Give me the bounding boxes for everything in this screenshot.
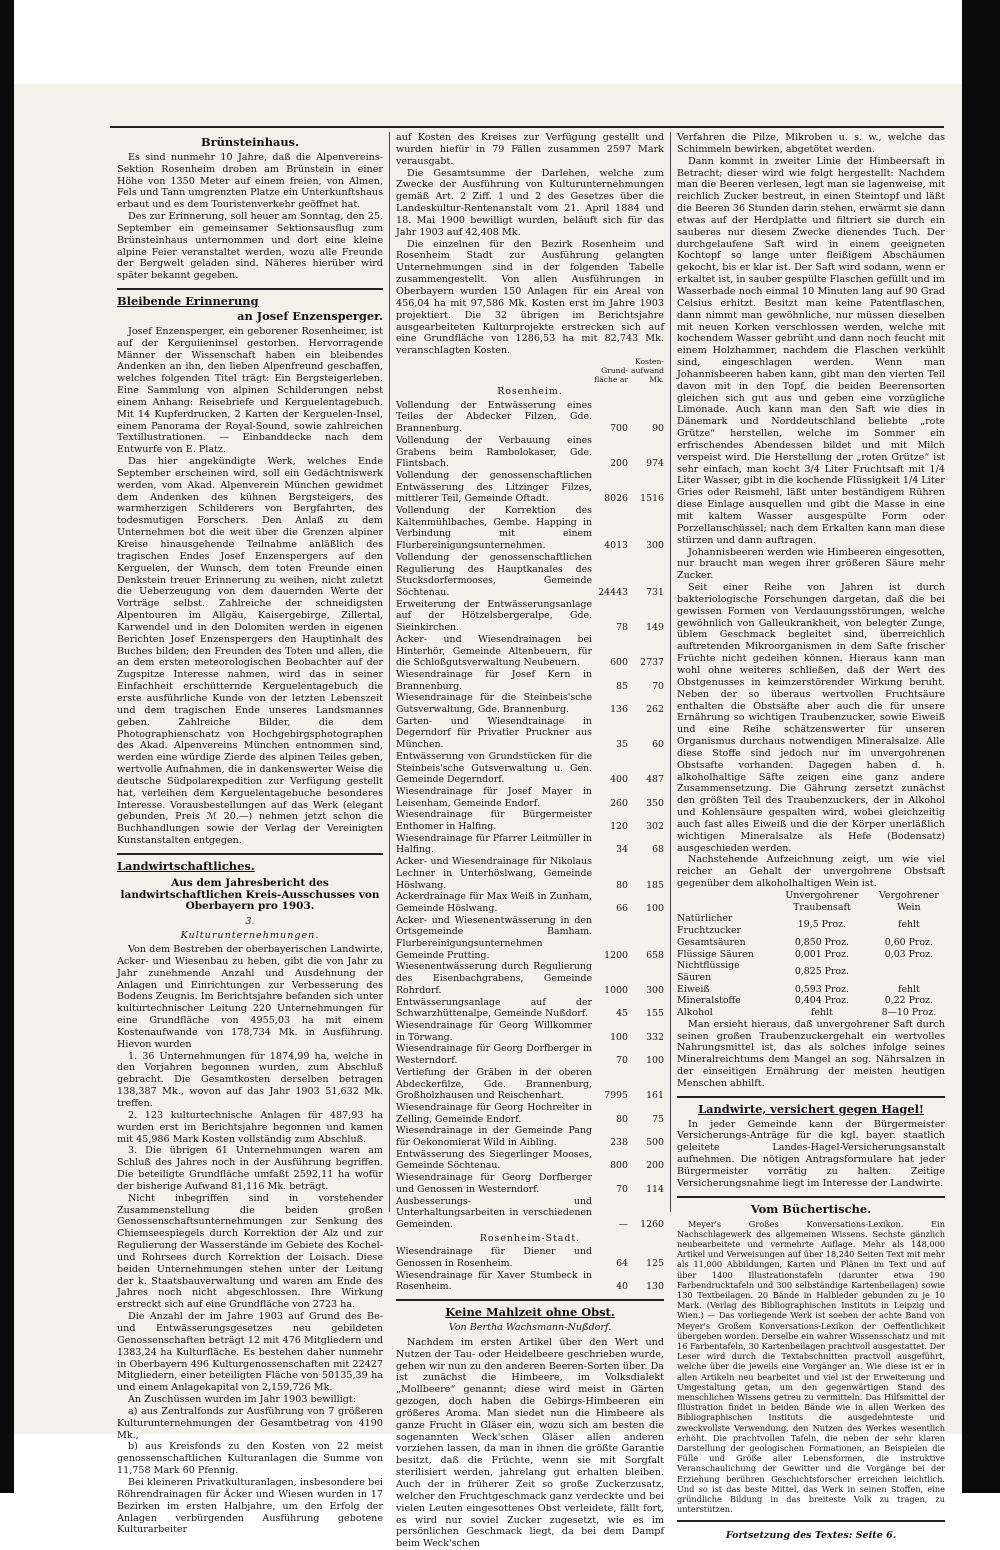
table-cell-desc: Vollendung der genossenschaftlichen Regulierung des Hauptkanales des Stucksdorfermooses, Gemeinde Söchtenau. xyxy=(396,551,592,598)
table-cell-cost: 300 xyxy=(646,540,664,552)
table-row xyxy=(396,961,664,996)
table-row xyxy=(396,692,664,715)
paragraph: Von dem Bestreben der oberbayerischen Landwirte, Acker- und Wiesenbau zu heben, gibt die von Jahr zu Jahr zunehmende Anzahl und Ausdehnung der Anlagen und Einrichtungen zur Verbesserung des Bodens Zeugnis. Im Berichtsjahre befanden sich unter kulturtechnischer Leitung 220 Unternehmungen für eine Grundfläche von 4955,03 ha mit einem Kostenaufwande von 178,734 Mk. in Ausführung. Hievon wurden xyxy=(117,944,383,1050)
paragraph: 1. 36 Unternehmungen für 1874,99 ha, welche in den Vorjahren begonnen wurden, zum Abschluß gebracht. Die Gesamtkosten derselben betragen 138,387 Mk., wovon auf das Jahr 1903 51,632 Mk. treffen. xyxy=(117,1050,383,1109)
divider xyxy=(117,853,383,855)
table-cell-desc: Acker- und Wiesendrainage für Nikolaus Lechner in Unterhöslwang, Gemeinde Höslwang. xyxy=(396,856,592,891)
article-section: Kulturunternehmungen. xyxy=(180,930,320,942)
table-cell-cost: 302 xyxy=(646,821,664,833)
table-cell-desc: Wiesendrainage für Georg Dorfberger und Genossen in Westerndorf. xyxy=(396,1172,592,1195)
table-cell-cost: 149 xyxy=(646,622,664,634)
divider xyxy=(677,1096,945,1098)
table-row xyxy=(396,634,664,669)
table-cell-must: fehlt xyxy=(811,1007,833,1019)
table-cell-area: 8026 xyxy=(604,493,628,505)
paragraph: Des zur Erinnerung, soll heuer am Sonntag, den 25. September ein gemeinsamer Sektionsausflug zum Brünsteinhaus unternommen und dort eine kleine alpine Feier veranstaltet werden, wozu alle Freunde der Bergwelt geladen sind. Näheres hierüber wird später bekannt gegeben. xyxy=(117,211,383,282)
table-row xyxy=(396,1125,664,1148)
article-title-obst: Keine Mahlzeit ohne Obst. xyxy=(445,1305,615,1320)
table-cell-desc: Entwässerung von Grundstücken für die Steinbeis'sche Gutsverwaltung u. Gen. Gemeinde Degerndorf. xyxy=(396,750,592,786)
table-cell-area: 45 xyxy=(616,1008,628,1020)
table-row xyxy=(396,435,664,470)
table-cell-name: Flüssige Säuren xyxy=(677,948,754,960)
table-header-wine: Vergohrener Wein xyxy=(879,890,939,913)
table-cell-desc: Wiesendrainage für Josef Mayer in Leisenham, Gemeinde Endorf. xyxy=(396,785,592,809)
table-cell-name: Eiweiß xyxy=(677,983,710,995)
table-section-stadt: Rosenheim-Stadt. xyxy=(479,1232,581,1244)
table-cell-area: 1200 xyxy=(604,949,628,961)
table-cell-area: 200 xyxy=(610,458,628,470)
table-cell-desc: Garten- und Wiesendrainage in Degerndorf für Privatier Pruckner aus München. xyxy=(396,715,592,751)
table-section-bezirk: Rosenheim. xyxy=(497,386,563,398)
table-cell-area: 85 xyxy=(616,680,628,692)
table-row xyxy=(396,716,664,751)
table-body-bezirk xyxy=(396,400,664,1231)
paragraph: Josef Enzensperger, ein geborener Rosenheimer, ist auf der Kerguiieninsel gestorben. Hervorragende Männer der Wissenschaft haben ein bleibendes Andenken an ihn, den lieben Alpenfreund geschaffen, welches folgenden Titel trägt: Ein Bergsteigerleben. Eine Sammlung von alpinen Schilderungen nebst einem Anhang: Reisebriefe und Kerguelentagebuch. Mit 14 Kupferdrucken, 2 Karten der Kerguelen-Insel, einem Panorama der Royal-Sound, sowie zahlreichen Textillustrationen. — Einbanddecke nach dem Entwurfe von E. Platz. xyxy=(117,325,383,456)
paragraph: 3. Die übrigen 61 Unternehmungen waren am Schluß des Jahres noch in der Ausführung begriffen. Die beteiligte Grundfläche umfaßt 2592,11 ha wofür der bisherige Aufwand 81,116 Mk. beträgt. xyxy=(117,1145,383,1192)
table-cell-name: Alkohol xyxy=(677,1007,713,1019)
table-cell-cost: 75 xyxy=(652,1113,664,1125)
article-title-jahresbericht: Aus dem Jahresbericht des landwirtschaftlichen Kreis-Ausschusses von Oberbayern pro 1903. xyxy=(120,876,380,913)
table-cell-desc: Acker- und Wiesendrainagen bei Hinterhör, Gemeinde Altenbeuern, für die Schloßgutsverwaltung Neubeuern. xyxy=(396,633,592,669)
table-cell-desc: Acker- und Wiesenentwässerung in den Ortsgemeinde Bamham. Flurbereinigungsunternehmen Gemeinde Prutting. xyxy=(396,914,592,961)
table-row xyxy=(396,786,664,809)
table-header-row xyxy=(396,357,664,384)
table-cell-must: 0,001 Proz. xyxy=(794,948,849,960)
table-cell-cost: 68 xyxy=(652,844,664,856)
notice-title-hagel: Landwirte, versichert gegen Hagel! xyxy=(698,1101,924,1116)
table-cell-desc: Entwässerungsanlage auf der Schwarzhüttenalpe, Gemeinde Nußdorf. xyxy=(396,996,592,1020)
table-cell-area: 400 xyxy=(610,774,628,786)
column-divider-1 xyxy=(389,132,390,1212)
table-cell-desc: Wiesendrainage für Pfarrer Leitmüller in Halfing. xyxy=(396,832,592,856)
table-row xyxy=(396,1043,664,1066)
table-cell-area: 24443 xyxy=(598,586,628,598)
table-cell-cost: 200 xyxy=(646,1160,664,1172)
table-cell-desc: Wiesendrainage für Josef Kern in Brannenburg. xyxy=(396,668,592,692)
article-subtitle: an Josef Enzensperger. xyxy=(237,308,383,323)
paragraph: Die Gesamtsumme der Darlehen, welche zum Zwecke der Ausführung von Kulturunternehmungen gemäß Art. 2 Ziff. 1 und 2 des Gesetzes über die Landeskultur-Rentenanstalt vom 21. April 1884 und 18. Mai 1900 bewilligt wurden, beläuft sich für das Jahr 1903 auf 42,408 Mk. xyxy=(396,167,664,238)
table-cell-cost: 262 xyxy=(646,704,664,716)
top-rule xyxy=(110,126,944,128)
scan-edge-right xyxy=(962,0,1000,1493)
table-cell-must: 0,593 Proz. xyxy=(794,983,849,995)
table-cell-area: 120 xyxy=(610,821,628,833)
paragraph: auf Kosten des Kreises zur Verfügung gestellt und wurden hiefür in 79 Fällen zusammen 2597 Mark verausgabt. xyxy=(396,132,664,167)
table-row xyxy=(396,751,664,786)
table-cell-wine: fehlt xyxy=(897,919,920,931)
table-cell-cost: 130 xyxy=(646,1281,664,1293)
table-cell-area: 4013 xyxy=(604,540,628,552)
table-cell-desc: Wiesendrainage für Georg Dorfberger in Westerndorf. xyxy=(396,1043,592,1067)
table-cell-desc: Wiesendrainage für Georg Willkommer in Törwang. xyxy=(396,1020,592,1043)
table-cell-cost: 487 xyxy=(646,774,664,786)
table-cell-wine: 0,03 Proz. xyxy=(884,948,933,960)
table-row xyxy=(396,400,664,435)
table-cell-cost: 1260 xyxy=(640,1218,664,1230)
table-cell-desc: Entwässerung des Siegerlinger Mooses, Gemeinde Söchtenau. xyxy=(396,1148,592,1172)
table-cell-cost: 658 xyxy=(646,949,664,961)
table-row xyxy=(396,1196,664,1231)
table-row xyxy=(396,1102,664,1125)
table-cell-name: Natürlicher Fruchtzucker xyxy=(677,913,742,937)
nutrition-body xyxy=(677,913,945,1018)
table-cell-wine xyxy=(873,960,945,983)
table-row xyxy=(677,937,945,949)
table-cell-desc: Erweiterung der Entwässerungsanlage auf der Hötzelsbergeralpe, Gde. Sieinkirchen. xyxy=(396,598,592,634)
table-cell-area: 600 xyxy=(610,657,628,669)
table-row xyxy=(396,470,664,505)
table-row xyxy=(396,1020,664,1043)
table-cell-area: 260 xyxy=(610,797,628,809)
table-cell-cost: 731 xyxy=(646,586,664,598)
paragraph: Die Anzahl der im Jahre 1903 auf Grund des Be- und Entwässerungsgesetzes neu gebildeten Genossenschaften beträgt 12 mit 476 Mitgliedern und 1383,24 ha Kulturfläche. Es bestehen daher nunmehr in Oberbayern 496 Kulturgenossenschaften mit 22427 Mitgliedern, einer beteiligten Fläche von 50135,39 ha und einem Anlagekapital von 2,159,726 Mk. xyxy=(117,1311,383,1394)
table-cell-wine: fehlt xyxy=(897,983,920,995)
table-cell-desc: Vollendung der Verbauung eines Grabens beim Rambolokaser, Gde. Flintsbach. xyxy=(396,434,592,470)
table-cell-must: 0,825 Proz. xyxy=(794,966,849,978)
table-row xyxy=(677,984,945,996)
scan-edge-left xyxy=(0,0,14,1493)
table-cell-desc: Vollendung der genossenschaftlichen Entwässerung des Litzinger Filzes, mittlerer Teil, Gemeinde Oftadt. xyxy=(396,469,592,505)
table-row xyxy=(396,1246,664,1269)
table-section-row xyxy=(396,1231,664,1247)
table-cell-cost: 974 xyxy=(646,458,664,470)
column-divider-2 xyxy=(670,132,671,1212)
table-row xyxy=(396,1067,664,1102)
table-header-cost: Kosten-aufwand Mk. xyxy=(630,357,664,385)
table-row xyxy=(396,669,664,692)
table-cell-name: Gesamtsäuren xyxy=(677,936,746,948)
table-cell-area: 700 xyxy=(610,423,628,435)
table-row xyxy=(396,1270,664,1293)
table-cell-area: 70 xyxy=(616,1055,628,1067)
table-row xyxy=(396,1172,664,1195)
table-cell-must: 0,850 Proz. xyxy=(794,936,849,948)
paragraph: a) aus Zentralfonds zur Ausführung von 7 größeren Kulturunternehmungen der Gesamtbetrag von 4190 Mk., xyxy=(117,1405,383,1441)
table-row xyxy=(396,997,664,1020)
table-cell-cost: 350 xyxy=(646,797,664,809)
paragraph: Es sind nunmehr 10 Jahre, daß die Alpenvereins-Sektion Rosenheim droben am Brünstein in einer Höhe von 1350 Meter auf einem freien, von Almen, Fels und Tann umgrenzten Platze ein Unterkunftshaus erbaut und es dem Touristenverkehr geöffnet hat. xyxy=(117,151,383,211)
section-title-landwirtschaft: Landwirtschaftliches. xyxy=(117,858,255,873)
table-cell-cost: 332 xyxy=(646,1031,664,1043)
paragraph: Bei kleineren Privatkulturanlagen, insbesondere bei Röhrendrainagen für Äcker und Wiesen wurden in 17 Bezirken im ersten Halbjahre, um den Erfolg der Anlagen verbürgenden Ausführung gebotene Kulturarbeiter xyxy=(117,1476,383,1536)
table-cell-desc: Wiesendrainage für Xaver Stumbeck in Rosenheim. xyxy=(396,1269,592,1293)
paragraph: Das hier angekündigte Werk, welches Ende September erscheinen wird, soll ein Gedächtniswerk werden, vom Akad. Alpenverein München gewidmet dem Andenken des kühnen Bergsteigers, des warmherzigen Schilderers von Bergfahrten, des todesmutigen Forschers. Den Anlaß zu dem Unternehmen bot die weit über die Grenzen alpiner Kreise hinausgehende Teilnahme anläßlich des tragischen Endes Josef Enzenspergers auf den Kerguelen, der Wunsch, dem toten Freunde einen Denkstein treuer Erinnerung zu weihen, nicht zuletzt die Ueberzeugung von dem dauernden Werte der Vorträge selbst. Zahlreiche der schneidigsten Alpentouren im Allgäu, Kaisergebirge, Zillertal, Karwendel und in den Dolomiten werden in eigenen Berichten Josef Enzenspergers den Hauptinhalt des Buches bilden; den Freunden des Toten und allen, die an dem ersten meteorologischen Beobachter auf der Zugspitze Interesse nahmen, wird das in seiner Einfachheit erschütternde Kerguelentagebuch die erste ausführliche Kunde von der letzten Lebenszeit und dem tragischen Ende unseres Landsmannes geben. Zahlreiche Bilder, die dem Photographienschatz von Hochgebirgsphotographen des Akad. Alpenvereins München entnommen sind, werden eine würdige Zierde des alpinen Teiles geben, wertvolle Aufnahmen, die in dankenswerter Weise die deutsche Südpolarexpedition zur Verfügung gestellt hat, verleihen dem Kerguelentagebuche besonderes Interesse. Vorausbestellungen auf das Werk (elegant gebunden, Preis ℳ 20.—) nehmen jetzt schon die Buchhandlungen sowie der Verlag der Vereinigten Kunstanstalten entgegen. xyxy=(117,456,383,847)
table-cell-area: 80 xyxy=(616,1113,628,1125)
table-cell-wine: 0,22 Proz. xyxy=(884,995,933,1007)
table-cell-cost: 155 xyxy=(646,1008,664,1020)
table-cell-cost: 100 xyxy=(646,902,664,914)
table-cell-area: 78 xyxy=(616,622,628,634)
divider xyxy=(117,288,383,290)
table-cell-area: 64 xyxy=(616,1258,628,1270)
table-cell-desc: Wiesendrainage für die Steinbeis'sche Gutsverwaltung, Gde. Brannenburg. xyxy=(396,692,592,716)
table-cell-desc: Vollendung der Korrektion des Kaltenmühlbaches, Gembe. Happing in Verbindung mit einem Flurbereinigungsunternehmen. xyxy=(396,505,592,552)
nutrition-table xyxy=(677,890,945,1019)
table-row xyxy=(677,1007,945,1019)
table-cell-area: 40 xyxy=(616,1281,628,1293)
table-cell-desc: Ausbesserungs- und Unterhaltungsarbeiten in verschiedenen Gemeinden. xyxy=(396,1195,592,1230)
table-cell-cost: 1516 xyxy=(640,493,664,505)
table-cell-cost: 70 xyxy=(652,680,664,692)
paragraph: Dann kommt in zweiter Linie der Himbeersaft in Betracht; dieser wird wie folgt hergestellt: Nachdem man die Beeren verlesen, legt man sie lagenweise, mit reichlich Zucker bestreut, in einen Steintopf und läßt die Beeren 36 Stunden darin stehen, erwärmt sie dann etwas auf der Herdplatte und filtriert sie durch ein sauberes nur diesem Zwecke dienendes Tuch. Der durchgelaufene Saft wird in einem geeigneten Kochtopf so lange unter fleißigem Abschäumen gekocht, bis er klar ist. Der Saft wird sodann, wenn er erkaltet ist, in sauber gespülte Flaschen gefüllt und im Wasserbade noch einmal 10 Minuten lang auf 90 Grad Celsius erhitzt. Besitzt man keine Patentflaschen, dann nimmt man gewöhnliche, nur müssen dieselben mit neuen Korken verschlossen werden, welche mit kochendem Wasser gebrüht und dann noch feucht mit einem Holzhammer, nachdem die Flaschen verkühlt sind, eingeschlagen werden. Wenn man Johannisbeeren haben kann, gibt man den vierten Teil davon mit in den Topf, die beiden Beerensorten gleichen sich gut aus und geben eine vorzügliche Limonade. Auch kann man den Saft wie dies in Dänemark und Norddeutschland beliebte „rote Grütze“ herstellen, welche im Sommer ein erfrischendes Abendessen bildet und mit Milch verspeist wird. Die Herstellung der „roten Grütze“ ist sehr einfach, man kocht 3/4 Liter Fruchtsaft mit 1/4 Liter Wasser, gibt in die kochende Flüssigkeit 1/4 Liter Gries oder Reismehl, läßt unter beständigem Rühren diese Einlage ausquellen und gibt die Masse in eine mit kaltem Wasser ausgespülte Form oder Porzellanschüssel; nach dem Erkalten kann man diese stürzen und dann auftragen. xyxy=(677,155,945,546)
table-cell-area: 7995 xyxy=(604,1090,628,1102)
column-1 xyxy=(117,132,383,1536)
paragraph: Man ersieht hieraus, daß unvergohrener Saft durch seinen großen Traubenzuckergehalt ein wertvolles Nahrungsmittel ist, das als solches infolge seines Mineralreichtums dem Mangel an sog. Nährsalzen in der einseitigen Ernährung der meisten heutigen Menschen abhilft. xyxy=(677,1018,945,1089)
table-row xyxy=(396,915,664,962)
table-cell-name: Mineralstoffe xyxy=(677,995,741,1007)
article-title-bruensteinhaus: Brünsteinhaus. xyxy=(200,135,300,149)
table-cell-cost: 125 xyxy=(646,1258,664,1270)
article-title-enzensperger: Bleibende Erinnerung xyxy=(117,294,259,309)
table-cell-must: 0,404 Proz. xyxy=(794,995,849,1007)
table-body-stadt xyxy=(396,1246,664,1293)
table-cell-desc: Wiesenentwässerung durch Regulierung des Eisenbachgrabens, Gemeinde Rohrdorf. xyxy=(396,961,592,996)
table-row xyxy=(396,856,664,891)
table-cell-desc: Wiesendrainage für Georg Hochreiter in Zelling, Gemeinde Endorf. xyxy=(396,1101,592,1125)
continuation-note: Fortsetzung des Textes: Seite 6. xyxy=(725,1530,897,1542)
table-row xyxy=(396,809,664,832)
column-2 xyxy=(396,132,664,1550)
table-cell-desc: Wiesendrainage in der Gemeinde Pang für Oekonomierat Wild in Aibling. xyxy=(396,1125,592,1149)
table-cell-desc: Vertiefung der Gräben in der oberen Abdeckerfilze, Gde. Brannenburg, Großholzhausen und Reischenhart. xyxy=(396,1066,592,1102)
table-header-row xyxy=(677,890,945,913)
table-cell-area: 100 xyxy=(610,1031,628,1043)
paragraph: Nachdem im ersten Artikel über den Wert und Nutzen der Tau- oder Heidelbeere geschrieben wurde, gehen wir nun zu den anderen Beeren-Sorten über. Da ist zunächst die Himbeere, im Volksdialekt „Mollbeere“ genannt; diese wird meist in Gärten gezogen, doch haben die Gebirgs-Himbeeren ein größeres Aroma. Man siedet nun die Himbeere als ganze Frucht in Gläser ein, wozu sich am besten die sogenannten Weck'schen Gläser allen anderen vorziehen lassen, da man in ihnen die größte Garantie besitzt, daß die Früchte, wenn sie mit Sorgfalt sterilisiert werden, jahrelang gut erhalten bleiben. Auch der in früherer Zeit so große Zuckerzusatz, welcher den Fruchtgeschmack ganz verdeckte und bei vielen Leuten eingesottenes Obst verleidete, fällt fort, es wird nur soviel Zucker zugesetzt, wie es im persönlichen Geschmack liegt, da bei dem Dampf beim Weck'schen xyxy=(396,1336,664,1550)
table-cell-cost: 185 xyxy=(646,879,664,891)
table-cell-area: 35 xyxy=(616,739,628,751)
paragraph: b) aus Kreisfonds zu den Kosten von 22 meist genossenschaftlichen Kulturanlagen die Summe von 11,758 Mark 60 Pfennig. xyxy=(117,1441,383,1477)
table-cell-area: 238 xyxy=(610,1137,628,1149)
table-section-row xyxy=(396,384,664,400)
table-cell-desc: Vollendung der Entwässerung eines Teiles der Abdecker Filzen, Gde. Brannenburg. xyxy=(396,399,592,435)
table-cell-wine: 0,60 Proz. xyxy=(884,936,933,948)
table-row xyxy=(677,949,945,961)
table-cell-must: 19,5 Proz. xyxy=(797,919,847,931)
table-cell-cost: 161 xyxy=(646,1090,664,1102)
paragraph: Johannisbeeren werden wie Himbeeren eingesotten, nur braucht man wegen ihrer größeren Säure mehr Zucker. xyxy=(677,546,945,582)
table-cell-desc: Ackerdrainage für Max Weiß in Zunham, Gemeinde Höslwang. xyxy=(396,891,592,914)
table-row xyxy=(396,505,664,552)
table-cell-desc: Wiesendrainage für Diener und Genossen in Rosenheim. xyxy=(396,1246,592,1270)
table-cell-cost: 300 xyxy=(646,984,664,996)
table-row xyxy=(396,891,664,914)
paragraph: An Zuschüssen wurden im Jahr 1903 bewilligt: xyxy=(128,1394,357,1406)
table-cell-desc: Wiesendrainage für Bürgermeister Enthomer in Halfing. xyxy=(396,809,592,833)
table-cell-area: 34 xyxy=(616,844,628,856)
table-cell-cost: 60 xyxy=(652,739,664,751)
table-cell-cost: 100 xyxy=(646,1055,664,1067)
table-cell-area: 70 xyxy=(616,1183,628,1195)
article-number: 3. xyxy=(245,916,255,928)
table-cell-area: 66 xyxy=(616,902,628,914)
table-row xyxy=(396,1149,664,1172)
table-cell-cost: 114 xyxy=(646,1183,664,1195)
table-cell-area: 1000 xyxy=(604,984,628,996)
table-row xyxy=(677,960,945,983)
paragraph: Die einzelnen für den Bezirk Rosenheim und Rosenheim Stadt zur Ausführung gelangten Unternehmungen sind in der folgenden Tabelle zusammengestellt. Von allen Ausführungen in Oberbayern wurden 150 Anlagen für ein Areal von 456,04 ha mit 97,586 Mk. Kosten erst im Jahre 1903 projektiert. Die 32 übrigen im Berichtsjahre ausgearbeiteten Kulturprojekte erstrecken sich auf eine Grundfläche von 1286,53 ha mit 82,743 Mk. veranschlagten Kosten. xyxy=(396,238,664,357)
table-cell-cost: 500 xyxy=(646,1137,664,1149)
article-author: Von Bertha Wachsmann-Nußdorf. xyxy=(448,1322,612,1334)
table-row xyxy=(396,833,664,856)
paragraph: Seit einer Reihe von Jahren ist durch bakteriologische Forschungen dargetan, daß die bei gewissen Formen von Verdauungsstörungen, welche gewöhnlich von Galleukrankheit, von belegter Zunge, üblem Geschmack begleitet sind, überreichlich auftretenden Mikroorganismen in dem Safte frischer Früchte nicht gedeihen können. Hieraus kann man wohl ohne weiteres schließen, daß der Wert des Obstgenusses in keimzerstörender Wirkung beruht. Neben der so überaus wertvollen Fruchtsäure enthalten die Obstsäfte aber auch die für unsere Ernährung so wichtigen Traubenzucker, sowie Eiweiß und eine Reihe schätzenswerter für unseren Organismus durchaus notwendigen Mineralsalze. Alle diese Stoffe sind jedoch nur im unvergohrenen Obstsafte vorhanden. Dagegen haben d. h. alkoholhaltige Säfte zeigen eine ganz andere Zusammensetzung. Die Gährung zersetzt zunächst den größten Teil des Traubenzuckers, der in Alkohol und Kohlensäure gespalten wird, wobei gleichzeitig auch fast alles Eiweiß und die der Körper unerläßlich wichtigen Mineralsalze als Hefe (Bodensatz) ausgeschieden werden. xyxy=(677,582,945,854)
table-cell-wine: 8—10 Proz. xyxy=(881,1007,937,1019)
table-row xyxy=(677,913,945,936)
table-cell-area: 80 xyxy=(616,879,628,891)
column-3 xyxy=(677,132,945,1542)
table-cell-area: — xyxy=(618,1218,628,1230)
paragraph: Nicht inbegriffen sind in vorstehender Zusammenstellung die beiden großen Genossenschaftsunternehmungen zur Senkung des Chiemseespiegels durch Korrektion der Alz und zur Regulierung der Wasserstände im Gebiete des Kochel- und Rohrsees durch Korrektion der Loisach. Diese beiden Unternehmungen stehen unter der Leitung der k. Staatsbauverwaltung und waren am Ende des Jahres noch nicht abgeschlossen. Ihre Wirkung erstreckt sich auf eine Grundfläche von 2723 ha. xyxy=(117,1192,383,1311)
divider xyxy=(677,1520,945,1522)
table-row xyxy=(677,995,945,1007)
table-cell-area: 136 xyxy=(610,704,628,716)
divider xyxy=(396,1299,664,1301)
table-cell-cost: 90 xyxy=(652,423,664,435)
paragraph: 2. 123 kulturtechnische Anlagen für 487,93 ha wurden erst im Berichtsjahre begonnen und kamen mit 45,986 Mark Kosten vollständig zum Abschluß. xyxy=(117,1109,383,1145)
paragraph: Verfahren die Pilze, Mikroben u. s. w., welche das Schimmeln bewirken, abgetötet werden. xyxy=(677,132,945,155)
divider xyxy=(677,1196,945,1198)
table-row xyxy=(396,552,664,599)
table-cell-area: 800 xyxy=(610,1160,628,1172)
paragraph: Meyer's Großes Konversations-Lexikon. Ein Nachschlagewerk des allgemeinen Wissens. Sechste gänzlich neubearbeitete und vermehrte Auflage. Mehr als 148,000 Artikel und Verweisungen auf über 18,240 Seiten Text mit mehr als 11,000 Abbildungen, Karten und Plänen im Text und auf über 1400 Illustrationstafeln (darunter etwa 190 Farbendrucktafeln und 300 selbständige Kartenbeilagen) sowie 130 Textbeilagen. 20 Bände in Halbleder gebunden zu je 10 Mark. (Verlag des Bibliographischen Instituts in Leipzig und Wien.) — Das vorliegende Werk ist soeben der achte Band von Meyer's Großem Konversations-Lexikon der Oeffentlichkeit übergeben worden. Derselbe ein wahrer Wissensschatz und mit 16 Farbentafeln, 30 Kartenbeilagen prachtvoll ausgestattet. Der Leser wird durch die Textabschnitten practvoll ausgeführt, welche über die jeweils eine Vorgänger an. Wie diese ist er in allen Artikeln neu bearbeitet und viel ist der Erweiterung und Umgestaltung getan, um den gegenwärtigen Stand des menschlichen Wissens getreu zu vermitteln. Das Hilfsmittel der Illustration findet in beiden Bände wie in allen Werken des Bibliographischen Instituts die ausgedehnteste und zweckvollste Verwendung, den Nutzen des Werkes wesentlich erhöht. Die prachtvollen Tafeln, die neben der sehr klaren Darstellung der geologischen Formationen, an Beispielen die Fülle und Größe aller Lebensformen, die instruktive Veranschaulichung der Gewitter und die Vorgänge bei der Erziehung berühren Geschichtsforscher erreichen leichtlich. Und so ist das beste Mittel, das Werk in seinen Stoffen, eine gründliche Bildung in das breiteste Volk zu tragen, zu unterstützen. xyxy=(677,1218,945,1515)
section-title-buecher: Vom Büchertische. xyxy=(750,1201,872,1216)
table-row xyxy=(396,599,664,634)
table-cell-cost: 2737 xyxy=(640,657,664,669)
paragraph: In jeder Gemeinde kann der Bürgermeister Versicherungs-Anträge für die kgl. bayer. staatlich geleitete Landes-Hagel-Versicherungsanstalt aufnehmen. Die nötigen Antragsformulare hat jeder Bürgermeister vorrätig zu halten. Zeitige Versicherungsnahme liegt im Interesse der Landwirte. xyxy=(677,1118,945,1189)
projects-table xyxy=(396,357,664,1293)
paragraph: Nachstehende Aufzeichnung zeigt, um wie viel reicher an Gehalt der unvergohrene Obstsaft gegenüber dem alkoholhaltigen Wein ist. xyxy=(677,854,945,890)
table-header-area: Grund-fläche ar xyxy=(594,366,628,385)
table-cell-name: Nichtflüssige Säuren xyxy=(677,960,740,983)
table-header-must: Unvergohrener Traubensaft xyxy=(785,890,859,913)
